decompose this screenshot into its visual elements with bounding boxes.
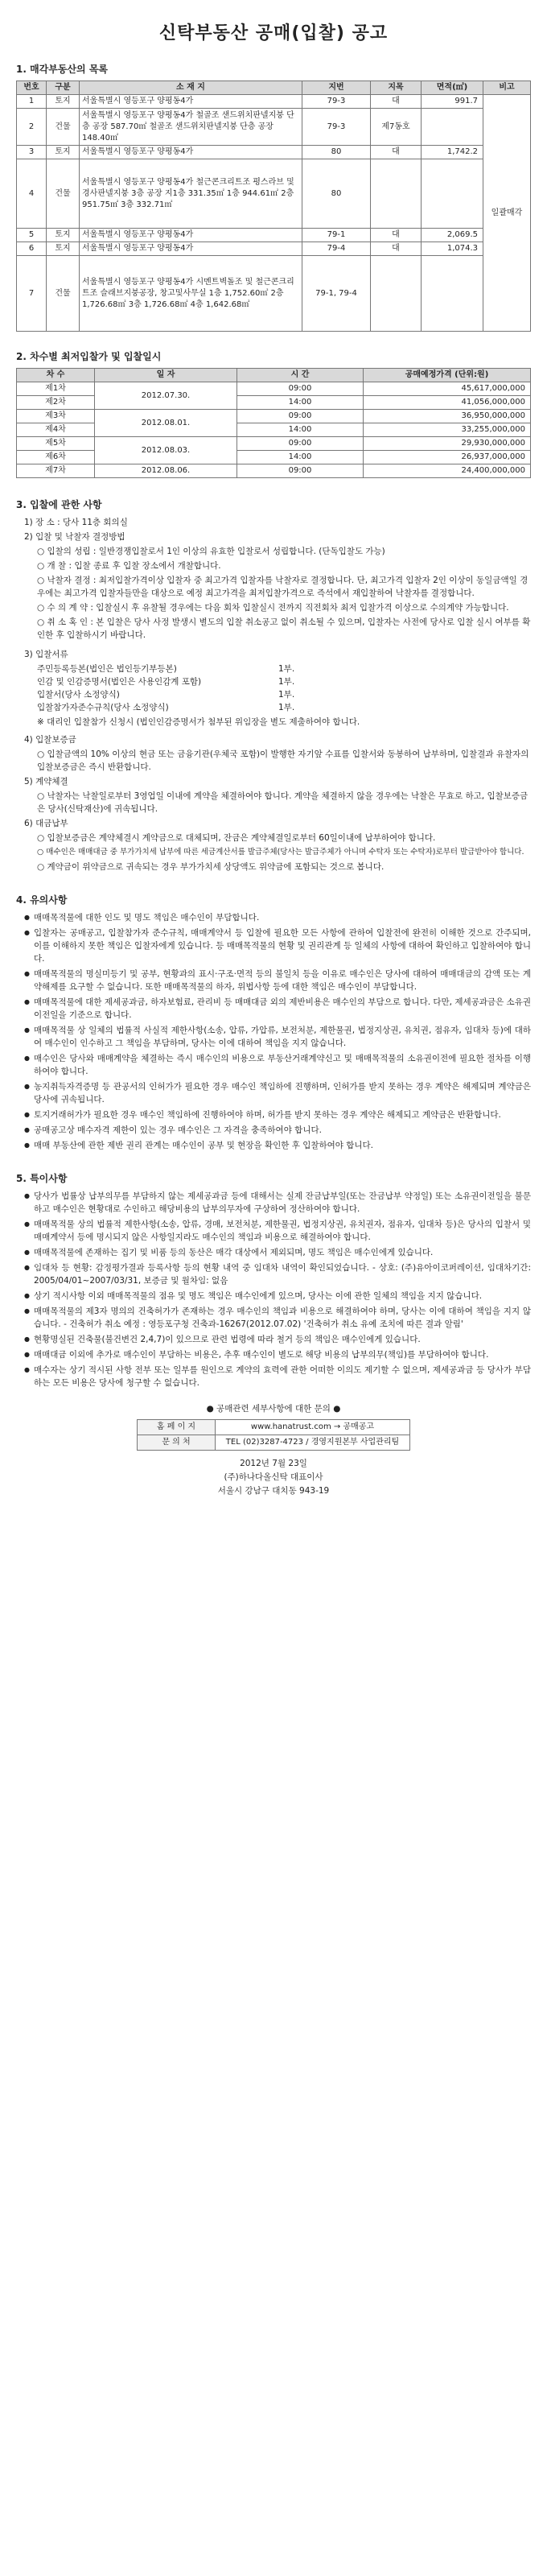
cell-address: 서울특별시 영등포구 양평동4가	[80, 229, 302, 242]
table-row	[138, 1420, 410, 1435]
list-item: ● 공매공고상 매수자격 제한이 있는 경우 매수인은 그 자격을 충족하여야 합니다.	[24, 1124, 531, 1137]
cell-round: 제7차	[17, 464, 95, 478]
list-item: ● 매매 부동산에 관한 제반 권리 관계는 매수인이 공부 및 현장을 확인한 후 입찰하여야 합니다.	[24, 1139, 531, 1152]
cell-jimok: 대	[371, 95, 422, 109]
list-item	[37, 701, 531, 714]
cell-jibun: 80	[302, 146, 371, 159]
col-header: 소 재 지	[80, 81, 302, 95]
table-row	[17, 159, 531, 229]
list-item: ● 매매대금 이외에 추가로 매수인이 부담하는 비용은, 추후 매수인이 별도로 해당 비용의 납부의무(책임)를 부담하여야 합니다.	[24, 1348, 531, 1361]
cell-jibun: 80	[302, 159, 371, 229]
cell-jibun: 79-4	[302, 242, 371, 256]
table-row	[17, 437, 531, 451]
cell-area	[422, 159, 483, 229]
section-title-property-list: 1. 매각부동산의 목록	[16, 64, 109, 75]
cell-type: 토지	[47, 242, 80, 256]
list-item: ● 매매목적물에 대한 제세공과금, 하자보험료, 관리비 등 매매대금 외의 제반비용은 매수인의 부담으로 합니다. 다만, 제세공과금은 소유권이전일을 기준으로 합니다.	[24, 996, 531, 1022]
cell-type: 토지	[47, 146, 80, 159]
list-item: ● 매매목적물 상 일체의 법률적 사실적 제한사항(소송, 압류, 가압류, 보전처분, 제한물권, 법정지상권, 유치권, 점유자, 임대차 등)에 대하여 매수인이 인수하고 그 책임을 부담하며, 당사는 이에 대하여 책임을 지지 않습니다.	[24, 1024, 531, 1050]
cell-date: 2012.08.03.	[95, 437, 237, 464]
property-table	[16, 80, 531, 332]
col-header: 지목	[371, 81, 422, 95]
cell-merged-note: 일괄매각	[483, 95, 531, 332]
cell-type: 건물	[47, 109, 80, 146]
cell-area: 1,074.3	[422, 242, 483, 256]
table-row	[17, 396, 531, 410]
col-header: 차 수	[17, 369, 95, 382]
cell-price: 26,937,000,000	[364, 451, 531, 464]
cell-jimok	[371, 159, 422, 229]
page-title: 신탁부동산 공매(입찰) 공고	[158, 23, 389, 43]
list-item: ● 임대차 등 현황: 감정평가결과 등록사항 등의 현황 내역 중 임대차 내역이 확인되었습니다. - 상호: (주)유아이코퍼레이션, 임대차기간: 2005/04/01~2007/03/31, 보증금 및 월차임: 없음	[24, 1261, 531, 1287]
cell-round: 제6차	[17, 451, 95, 464]
bid-docs-heading: 3) 입찰서류	[24, 650, 68, 659]
contact-header: ● 공매관련 세부사항에 대한 문의 ●	[206, 1404, 341, 1414]
section-title-special: 5. 특이사항	[16, 1173, 68, 1184]
bid-docs-note: ※ 대리인 입찰참가 신청시 (법인인감증명서가 첨부된 위임장을 별도 제출하여야 합니다.	[37, 717, 360, 727]
bid-method-heading: 2) 입찰 및 낙찰자 결정방법	[24, 532, 125, 542]
list-item: ● 입찰자는 공매공고, 입찰참가자 준수규칙, 매매계약서 등 입찰에 필요한 모든 사항에 관하여 입찰전에 완전히 이해한 것으로 간주되며, 이를 이해하지 못한 책임은 입찰자에게 있습니다. 등 매매목적물의 현황 및 권리관계 등 일체의 사항에 대하여 확인하고 입찰하여야 합니다.	[24, 927, 531, 965]
table-row	[17, 95, 531, 109]
cell-jimok	[371, 256, 422, 332]
col-header: 비고	[483, 81, 531, 95]
doc-label: 주민등록등본(법인은 법인등기부등본)	[37, 664, 177, 674]
bid-method-private-contract: ○ 수 의 계 약 : 입찰실시 후 유찰될 경우에는 다음 회차 입찰실시 전까지 직전회차 최저 입찰가격 이상으로 수의계약 가능합니다.	[37, 603, 509, 613]
cell-jibun: 79-1, 79-4	[302, 256, 371, 332]
payment-text-3: ○ 계약금이 위약금으로 귀속되는 경우 부가가치세 상당액도 위약금에 포함되는 것으로 봅니다.	[37, 862, 385, 872]
table-row	[17, 109, 531, 146]
doc-label: 입찰참가자준수규칙(당사 소정양식)	[37, 703, 169, 712]
table-row	[17, 146, 531, 159]
cell-round: 제3차	[17, 410, 95, 423]
cell-type: 토지	[47, 229, 80, 242]
footer-date: 2012년 7월 23일	[240, 1459, 307, 1468]
list-item: ● 매수자는 상기 적시된 사항 전부 또는 일부를 원인으로 계약의 효력에 관한 어떠한 이의도 제기할 수 없으며, 제세공과금 등 당사가 부담하는 모든 비용은 당사에 청구할 수 없습니다.	[24, 1364, 531, 1389]
cell-date: 2012.08.06.	[95, 464, 237, 478]
cell-time: 09:00	[237, 464, 364, 478]
cell-no: 3	[17, 146, 47, 159]
doc-count: 1부.	[278, 690, 295, 700]
cell-area: 2,069.5	[422, 229, 483, 242]
section-title-cautions: 4. 유의사항	[16, 894, 68, 906]
section-title-schedule: 2. 차수별 최저입찰가 및 입찰일시	[16, 351, 162, 362]
doc-count: 1부.	[278, 664, 295, 674]
cell-area: 1,742.2	[422, 146, 483, 159]
cell-no: 6	[17, 242, 47, 256]
cell-time: 09:00	[237, 410, 364, 423]
cell-price: 45,617,000,000	[364, 382, 531, 396]
payment-heading: 6) 대금납부	[24, 819, 68, 828]
doc-label: 인감 및 인감증명서(법인은 사용인감계 포함)	[37, 677, 202, 687]
col-header: 구분	[47, 81, 80, 95]
cell-area: 991.7	[422, 95, 483, 109]
table-row	[17, 256, 531, 332]
cell-jimok: 대	[371, 146, 422, 159]
table-row	[17, 382, 531, 396]
bid-method-open: ○ 개 찰 : 입찰 종료 후 입찰 장소에서 개찰합니다.	[37, 561, 221, 571]
cell-jibun: 79-1	[302, 229, 371, 242]
contact-label: 문 의 처	[138, 1435, 216, 1451]
col-header: 지번	[302, 81, 371, 95]
cell-price: 41,056,000,000	[364, 396, 531, 410]
cell-price: 33,255,000,000	[364, 423, 531, 437]
contact-phone: TEL (02)3287-4723 / 경영지원본부 사업관리팀	[216, 1435, 410, 1451]
cell-address: 서울특별시 영등포구 양평동4가 철골조 샌드위치판넬지붕 단층 공장 587.70㎡ 철골조 샌드위치판넬지붕 단층 공장 148.40㎡	[80, 109, 302, 146]
payment-text-2: ○ 매수인은 매매대금 중 부가가치세 납부에 따른 세금계산서를 발급주체(당사는 발급주체가 아니며 수탁자 또는 수탁자)로부터 발급받아야 합니다.	[37, 848, 524, 857]
cell-no: 1	[17, 95, 47, 109]
cell-area	[422, 109, 483, 146]
contract-heading: 5) 계약체결	[24, 777, 68, 786]
col-header: 번호	[17, 81, 47, 95]
list-item: ● 토지거래허가가 필요한 경우 매수인 책임하에 진행하여야 하며, 허가를 받지 못하는 경우 계약은 해제되고 계약금은 반환합니다.	[24, 1108, 531, 1121]
table-row	[138, 1435, 410, 1451]
col-header: 면적(㎡)	[422, 81, 483, 95]
cell-type: 토지	[47, 95, 80, 109]
list-item: ● 매매목적물에 존재하는 집기 및 비품 등의 동산은 매각 대상에서 제외되며, 명도 책임은 매수인에게 있습니다.	[24, 1246, 531, 1259]
list-item: ● 매매목적물에 대한 인도 및 명도 책임은 매수인이 부담합니다.	[24, 911, 531, 924]
cell-address: 서울특별시 영등포구 양평동4가 철근콘크리트조 평스라브 및 경사판넬지붕 3층 공장 지1층 331.35㎡ 1층 944.61㎡ 2층 951.75㎡ 3층 332.71㎡	[80, 159, 302, 229]
cell-no: 4	[17, 159, 47, 229]
cell-jimok: 대	[371, 229, 422, 242]
table-row	[17, 229, 531, 242]
list-item	[37, 663, 531, 675]
contact-table	[137, 1419, 410, 1451]
cell-jimok: 대	[371, 242, 422, 256]
list-item: ● 상기 적시사항 이외 매매목적물의 점유 및 명도 책임은 매수인에게 있으며, 당사는 이에 관한 일체의 책임을 지지 않습니다.	[24, 1290, 531, 1302]
list-item: ● 현황명실된 건축물(불건변건 2,4,7)이 있으므로 관련 법령에 따라 철거 등의 책임은 매수인에게 있습니다.	[24, 1333, 531, 1346]
bid-method-cancel: ○ 취 소 혹 인 : 본 입찰은 당사 사정 발생시 별도의 입찰 취소공고 없이 취소될 수 있으며, 입찰자는 사전에 당사로 입찰 실시 여부를 확인한 후 입찰하시기 바랍니다.	[37, 617, 531, 640]
list-item: ● 매수인은 당사와 매매계약을 체결하는 즉시 매수인의 비용으로 부동산거래계약신고 및 매매목적물의 소유권이전에 필요한 절차를 이행하여야 합니다.	[24, 1052, 531, 1078]
table-row	[17, 464, 531, 478]
table-row	[17, 423, 531, 437]
doc-label: 입찰서(당사 소정양식)	[37, 690, 120, 700]
cell-time: 09:00	[237, 382, 364, 396]
cell-round: 제2차	[17, 396, 95, 410]
list-item: ● 농지취득자격증명 등 관공서의 인허가가 필요한 경우 매수인 책임하에 진행하며, 인허가를 받지 못하는 경우 계약은 해제되며 계약금은 당사에 귀속됩니다.	[24, 1080, 531, 1106]
bid-place: 1) 장 소 : 당사 11층 회의실	[24, 518, 128, 527]
cell-no: 2	[17, 109, 47, 146]
payment-text-1: ○ 입찰보증금은 계약체결시 계약금으로 대체되며, 잔금은 계약체결일로부터 60일이내에 납부하여야 합니다.	[37, 833, 436, 843]
bid-method-establish: ○ 입찰의 성립 : 일반경쟁입찰로서 1인 이상의 유효한 입찰로서 성립합니다. (단독입찰도 가능)	[37, 547, 385, 556]
cell-type: 건물	[47, 256, 80, 332]
list-item: ● 매매목적물의 명실미등기 및 공부, 현황과의 표시·구조·면적 등의 불일치 등을 이유로 매수인은 당사에 대하여 매매대금의 감액 또는 계약해제를 요구할 수 없습니다. 또한 매매목적물의 하자, 위법사항 등에 대한 책임은 매수인이 부담합니다.	[24, 968, 531, 993]
cell-jibun: 79-3	[302, 95, 371, 109]
doc-count: 1부.	[278, 703, 295, 712]
cell-time: 14:00	[237, 423, 364, 437]
list-item: ● 매매목적물의 제3자 명의의 건축허가가 존재하는 경우 매수인의 책임과 비용으로 해결하여야 하며, 당사는 이에 대하여 책임을 지지 않습니다. - 건축허가 취소 예정 : 영등포구청 건축과-16267(2012.07.02) '건축허가 취소 유예 조치에 따른 결과 알림'	[24, 1305, 531, 1331]
cell-time: 14:00	[237, 396, 364, 410]
section-title-bidding: 3. 입찰에 관한 사항	[16, 499, 102, 510]
cell-round: 제4차	[17, 423, 95, 437]
deposit-text: ○ 입찰금액의 10% 이상의 현금 또는 금융기관(우체국 포함)이 발행한 자기앞 수표를 입찰서와 동봉하여 납부하며, 입찰결과 유찰자의 입찰보증금은 즉시 반환합니다.	[37, 749, 529, 772]
list-item	[37, 675, 531, 688]
schedule-table	[16, 368, 531, 478]
cell-time: 14:00	[237, 451, 364, 464]
col-header: 공매예정가격 (단위:원)	[364, 369, 531, 382]
homepage-link[interactable]: www.hanatrust.com → 공매공고	[216, 1420, 410, 1435]
cell-no: 5	[17, 229, 47, 242]
cell-price: 24,400,000,000	[364, 464, 531, 478]
cell-area	[422, 256, 483, 332]
cell-price: 29,930,000,000	[364, 437, 531, 451]
contract-text: ○ 낙찰자는 낙찰일로부터 3영업일 이내에 계약을 체결하여야 합니다. 계약을 체결하지 않을 경우에는 낙찰은 무효로 하고, 입찰보증금은 당사(신탁재산)에 귀속됩니다.	[37, 791, 528, 814]
doc-count: 1부.	[278, 677, 295, 687]
footer-address: 서울시 강남구 대치동 943-19	[217, 1486, 330, 1496]
cell-round: 제1차	[17, 382, 95, 396]
cell-round: 제5차	[17, 437, 95, 451]
cell-date: 2012.07.30.	[95, 382, 237, 410]
col-header: 시 간	[237, 369, 364, 382]
bid-method-winner: ○ 낙찰자 결정 : 최저입찰가격이상 입찰자 중 최고가격 입찰자를 낙찰자로 결정합니다. 단, 최고가격 입찰자 2인 이상이 동일금액일 경우에는 최고가격 입찰자들만을 대상으로 예정 최고가격을 최저입찰가격으로 즉석에서 재입찰하여 낙찰자를 결정합니다.	[37, 576, 528, 598]
cell-jimok: 제7동호	[371, 109, 422, 146]
cautions-list	[16, 911, 531, 1152]
table-row	[17, 451, 531, 464]
col-header: 일 자	[95, 369, 237, 382]
cell-date: 2012.08.01.	[95, 410, 237, 437]
bidding-section	[16, 516, 531, 873]
cell-address: 서울특별시 영등포구 양평동4가 시멘트벽돌조 및 철근콘크리트조 슬래브지붕공장, 창고및사무실 1층 1,752.60㎡ 2층 1,726.68㎡ 3층 1,726.68㎡ 4층 1,642.68㎡	[80, 256, 302, 332]
contact-label: 홈 페 이 지	[138, 1420, 216, 1435]
list-item: ● 매매목적물 상의 법률적 제한사항(소송, 압류, 경매, 보전처분, 제한물권, 법정지상권, 유치권자, 점유자, 임대차 등)은 당사의 입찰서 및 매매계약서 등에 명시되지 않은 사항일지라도 매수인의 책임과 비용으로 해결하여야 합니다.	[24, 1218, 531, 1244]
cell-no: 7	[17, 256, 47, 332]
cell-address: 서울특별시 영등포구 양평동4가	[80, 242, 302, 256]
cell-jibun: 79-3	[302, 109, 371, 146]
cell-time: 09:00	[237, 437, 364, 451]
list-item	[37, 688, 531, 701]
cell-address: 서울특별시 영등포구 양평동4가	[80, 95, 302, 109]
footer-company: (주)하나다올신탁 대표이사	[224, 1472, 323, 1482]
footer	[16, 1457, 531, 1498]
special-list	[16, 1190, 531, 1389]
table-row	[17, 242, 531, 256]
cell-type: 건물	[47, 159, 80, 229]
cell-address: 서울특별시 영등포구 양평동4가	[80, 146, 302, 159]
table-row	[17, 410, 531, 423]
list-item: ● 당사가 법률상 납부의무를 부담하지 않는 제세공과금 등에 대해서는 실제 잔금납부일(또는 잔금납부 약정일) 또는 소유권이전일을 불문하고 매수인은 현황대로 수인하고 해당비용의 납부의무자에 구상하여 정산하여야 합니다.	[24, 1190, 531, 1216]
cell-price: 36,950,000,000	[364, 410, 531, 423]
bid-docs-list	[16, 663, 531, 714]
deposit-heading: 4) 입찰보증금	[24, 735, 76, 745]
